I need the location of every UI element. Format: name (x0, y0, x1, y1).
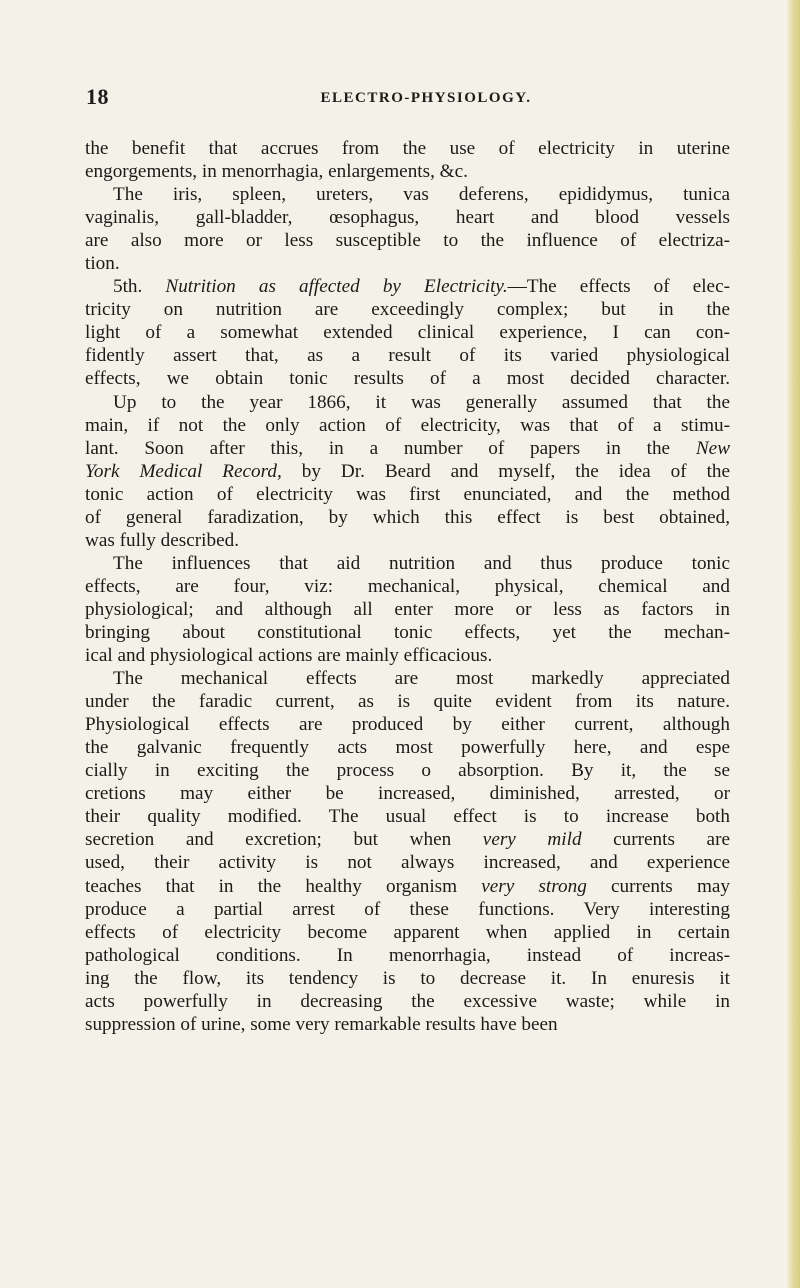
text-line: The influences that aid nutrition and thus produce tonic (113, 552, 730, 574)
text-line: ical and physiological actions are mainly efficacious. (85, 645, 493, 667)
text-line: are also more or less susceptible to the influence of electriza- (85, 230, 730, 252)
text-line: secretion and excretion; but when very mild currents are (85, 829, 730, 851)
running-title: ELECTRO-PHYSIOLOGY. (320, 90, 532, 106)
page-edge (786, 0, 800, 1288)
text-line: acts powerfully in decreasing the excessive waste; while in (85, 990, 730, 1012)
text-line: The mechanical effects are most markedly appreciated (113, 668, 730, 690)
text-line: engorgements, in menorrhagia, enlargements, &c. (85, 161, 468, 183)
text-line: the benefit that accrues from the use of electricity in uterine (85, 138, 730, 159)
emphasis: very mild (482, 829, 582, 851)
text-line: bringing about constitutional tonic effects, yet the mechan- (85, 621, 730, 643)
journal-name: York Medical Record, (85, 460, 282, 482)
text-line: their quality modified. The usual effect is to increase both (85, 806, 730, 828)
section-heading: Nutrition as affected by Electricity. (165, 276, 508, 298)
text-line: pathological conditions. In menorrhagia, instead of increas- (85, 944, 730, 966)
text-line: suppression of urine, some very remarkable results have been (85, 1013, 558, 1035)
text-line: under the faradic current, as is quite evident from its nature. (85, 691, 730, 713)
text-line: The iris, spleen, ureters, vas deferens, epididymus, tunica (113, 184, 730, 206)
page-number: 18 (86, 84, 109, 109)
text-line: tonic action of electricity was first enunciated, and the method (85, 483, 730, 505)
text-line: teaches that in the healthy organism very strong currents may (85, 875, 730, 897)
text-line: lant. Soon after this, in a number of papers in the New (85, 437, 730, 459)
text-line: effects, we obtain tonic results of a most decided character. (85, 368, 730, 390)
text-line: tion. (85, 253, 120, 275)
text-line: vaginalis, gall-bladder, œsophagus, heart and blood vessels (85, 207, 730, 229)
text-line: effects, are four, viz: mechanical, physical, chemical and (85, 575, 730, 597)
text-line: the galvanic frequently acts most powerfully here, and espe (85, 737, 730, 759)
text-line: tricity on nutrition are exceedingly complex; but in the (85, 299, 730, 321)
text-line: produce a partial arrest of these functions. Very interesting (85, 898, 730, 920)
text-line: physiological; and although all enter more or less as factors in (85, 598, 730, 620)
journal-name-start: New (695, 437, 730, 459)
text-line: of general faradization, by which this effect is best obtained, (85, 506, 730, 528)
text-line: effects of electricity become apparent when applied in certain (85, 921, 730, 943)
text-line: was fully described. (85, 529, 239, 551)
text-line: cretions may either be increased, diminished, arrested, or (85, 783, 730, 805)
section-heading-line: 5th. Nutrition as affected by Electricity.—The effects of elec- (113, 276, 730, 298)
text-line: ing the flow, its tendency is to decrease it. In enuresis it (85, 967, 730, 989)
text-line: Physiological effects are produced by either current, although (85, 714, 730, 736)
text-line: Up to the year 1866, it was generally assumed that the (113, 391, 730, 413)
text-line: used, their activity is not always increased, and experience (85, 852, 730, 874)
text-line: main, if not the only action of electricity, was that of a stimu- (85, 414, 730, 436)
text-line: York Medical Record, by Dr. Beard and myself, the idea of the (85, 460, 731, 482)
text-line: light of a somewhat extended clinical experience, I can con- (85, 322, 730, 344)
running-head (86, 84, 726, 108)
text-line: fidently assert that, as a result of its varied physiological (85, 345, 730, 367)
body-text (85, 137, 730, 1036)
emphasis: very strong (481, 875, 587, 897)
text-line: cially in exciting the process o absorption. By it, the se (85, 760, 730, 782)
